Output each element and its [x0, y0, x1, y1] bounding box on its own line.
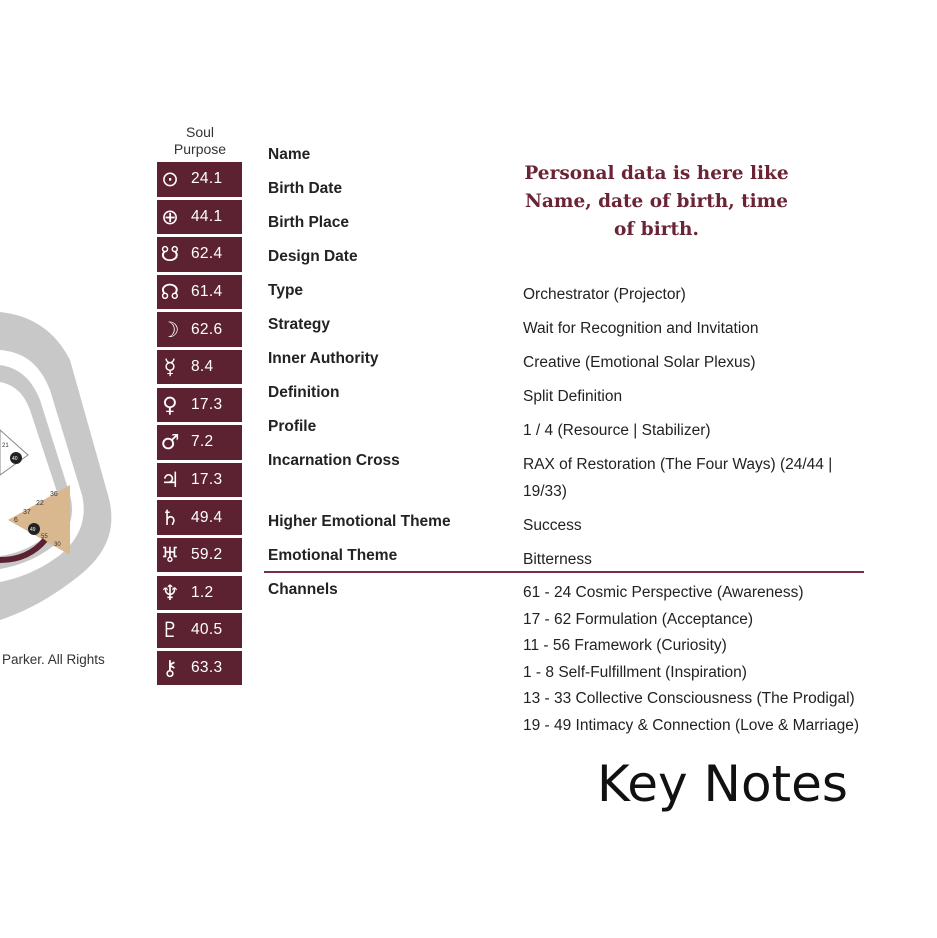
soul-purpose-row	[157, 237, 242, 272]
soul-purpose-value: 44.1	[191, 207, 223, 225]
personal-note-line: Name, date of birth, time	[524, 191, 789, 212]
jupiter-icon: ♃	[160, 468, 180, 492]
label-incarnation-cross: Incarnation Cross	[268, 452, 400, 469]
label-profile: Profile	[268, 418, 317, 435]
soul-purpose-row	[157, 613, 242, 648]
moon-icon: ☽	[160, 317, 180, 342]
label-birth-date: Birth Date	[268, 180, 343, 197]
soul-purpose-value: 62.4	[191, 245, 223, 263]
gate-label: 6	[14, 517, 18, 524]
soul-purpose-value: 7.2	[191, 433, 214, 451]
label-birth-place: Birth Place	[268, 214, 349, 231]
label-design-date: Design Date	[268, 248, 358, 265]
venus-icon: ♀	[162, 392, 178, 417]
saturn-icon: ♄	[160, 505, 180, 530]
soul-purpose-value: 63.3	[191, 658, 223, 676]
gate-label: 36	[50, 491, 58, 498]
soul-purpose-row	[157, 500, 242, 535]
south-node-icon: ☋	[160, 242, 180, 267]
soul-purpose-value: 61.4	[191, 283, 223, 301]
copyright-text: Parker. All Rights	[2, 652, 105, 667]
soul-purpose-value: 40.5	[191, 621, 223, 639]
soul-purpose-value: 24.1	[191, 170, 223, 188]
value-type: Orchestrator (Projector)	[523, 286, 686, 303]
label-definition: Definition	[268, 384, 340, 401]
soul-purpose-value: 49.4	[191, 508, 223, 526]
gate-label: 22	[36, 500, 44, 507]
label-name: Name	[268, 146, 311, 163]
soul-purpose-header: Soul Purpose	[173, 124, 227, 157]
soul-purpose-value: 17.3	[191, 395, 223, 413]
personal-note-line: Personal data is here like	[524, 163, 789, 184]
soul-purpose-column	[157, 162, 242, 688]
soul-purpose-value: 59.2	[191, 546, 223, 564]
channel-item: 1 - 8 Self-Fulfillment (Inspiration)	[523, 663, 747, 681]
gate-label: 55	[41, 534, 48, 540]
sun-icon: ⊙	[161, 167, 179, 192]
soul-purpose-row	[157, 162, 242, 197]
soul-purpose-row	[157, 463, 242, 498]
value-inner-authority: Creative (Emotional Solar Plexus)	[523, 354, 756, 371]
soul-purpose-row	[157, 388, 242, 423]
mercury-icon: ☿	[163, 355, 177, 380]
soul-purpose-row	[157, 350, 242, 385]
channels-list	[523, 580, 859, 740]
soul-purpose-row	[157, 651, 242, 686]
section-divider	[264, 571, 864, 573]
gate-label: 49	[30, 527, 36, 533]
soul-purpose-value: 17.3	[191, 471, 223, 488]
value-profile: 1 / 4 (Resource | Stabilizer)	[523, 422, 711, 439]
channel-item: 17 - 62 Formulation (Acceptance)	[523, 610, 754, 628]
value-emotional-theme: Bitterness	[523, 551, 592, 568]
label-inner-authority: Inner Authority	[268, 350, 379, 367]
gate-label: 37	[23, 509, 31, 516]
soul-purpose-row	[157, 200, 242, 235]
chiron-icon: ⚷	[162, 655, 178, 680]
gate-label: 30	[54, 542, 61, 548]
value-strategy: Wait for Recognition and Invitation	[523, 320, 759, 337]
label-strategy: Strategy	[268, 316, 331, 333]
soul-purpose-row	[157, 538, 242, 573]
pluto-icon: ♇	[160, 618, 180, 643]
channel-item: 11 - 56 Framework (Curiosity)	[523, 637, 727, 655]
value-incarnation-cross: RAX of Restoration (The Four Ways) (24/44 |	[523, 456, 833, 473]
channel-item: 61 - 24 Cosmic Perspective (Awareness)	[523, 584, 804, 601]
label-higher-emotional-theme: Higher Emotional Theme	[268, 513, 451, 530]
personal-note-line: of birth.	[614, 219, 699, 240]
label-channels: Channels	[268, 581, 338, 598]
soul-purpose-row	[157, 576, 242, 611]
soul-purpose-row	[157, 312, 242, 347]
mars-icon: ♂	[160, 430, 180, 455]
soul-purpose-value: 8.4	[191, 358, 214, 376]
earth-icon: ⊕	[161, 204, 179, 229]
gate-label: 40	[12, 456, 18, 462]
soul-purpose-row	[157, 425, 242, 460]
value-higher-emotional-theme: Success	[523, 517, 582, 534]
value-definition: Split Definition	[523, 388, 623, 405]
value-incarnation-cross-continued: 19/33)	[523, 483, 567, 500]
soul-purpose-value: 62.6	[191, 320, 223, 338]
bodygraph-fragment	[0, 290, 130, 650]
uranus-icon: ♅	[160, 543, 180, 568]
channel-item: 13 - 33 Collective Consciousness (The Prodigal)	[523, 690, 855, 708]
soul-purpose-row	[157, 275, 242, 310]
north-node-icon: ☊	[160, 280, 180, 305]
label-type: Type	[268, 282, 304, 299]
soul-purpose-value: 1.2	[191, 583, 214, 601]
channel-item: 19 - 49 Intimacy & Connection (Love & Marriage)	[523, 716, 859, 734]
key-notes-title: Key Notes	[597, 755, 848, 813]
label-emotional-theme: Emotional Theme	[268, 547, 398, 564]
personal-data-note	[515, 160, 798, 244]
gate-label: 21	[2, 443, 9, 449]
neptune-icon: ♆	[160, 580, 180, 605]
